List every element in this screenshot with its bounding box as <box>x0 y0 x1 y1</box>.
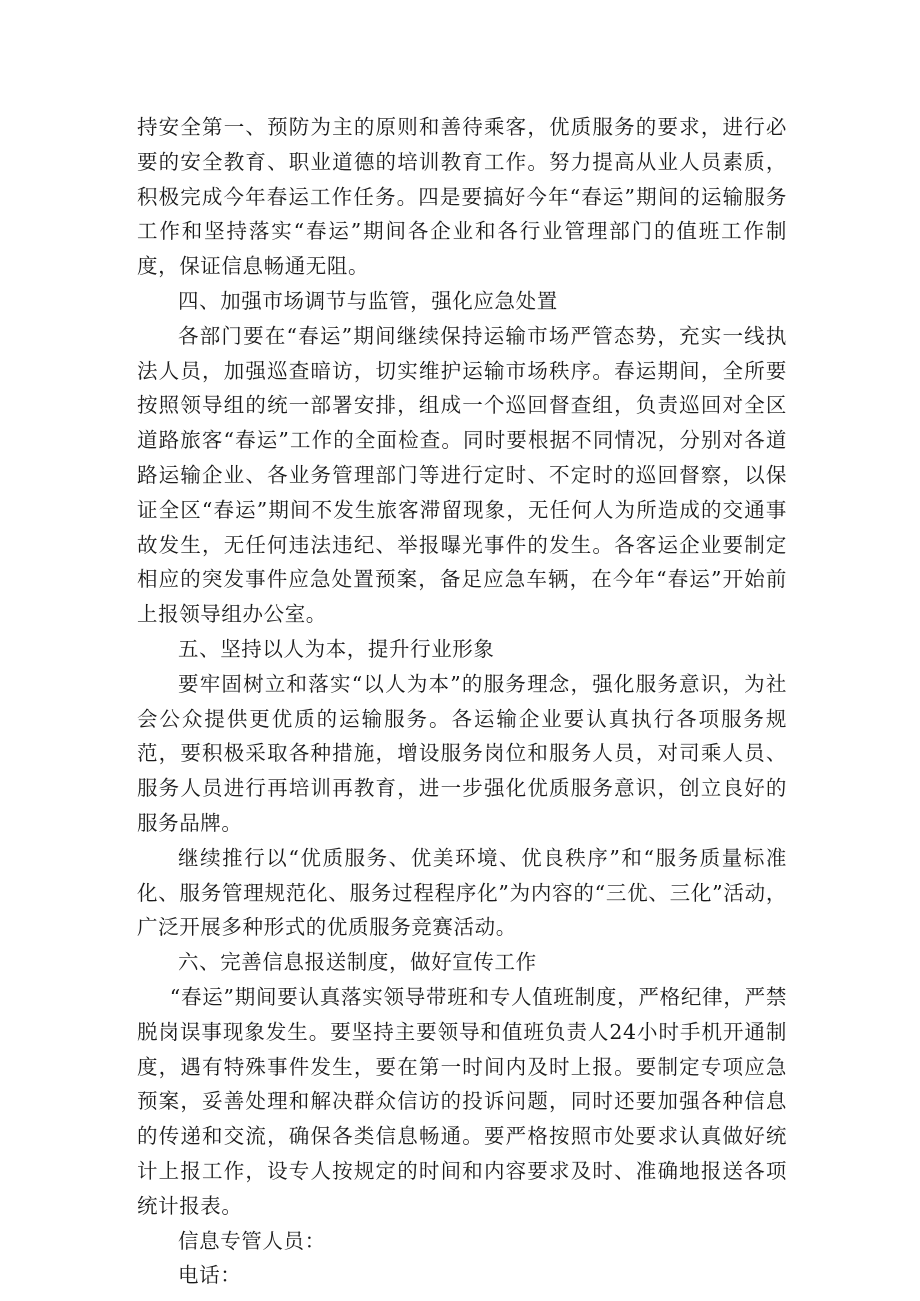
section-heading-6: 六、完善信息报送制度，做好宣传工作 <box>178 950 537 975</box>
section-heading-4: 四、加强市场调节与监管，强化应急处置 <box>178 288 558 313</box>
paragraph-people-oriented: 要牢固树立和落实“以人为本”的服务理念，强化服务意识，为社会公众提供更优质的运输服务。各运输企业要认真执行各项服务规范，要积极采取各种措施，增设服务岗位和服务人员，对司乘人员、服务人员进行再培训再教育，进一步强化优质服务意识，创立良好的服务品牌。 <box>137 671 787 835</box>
paragraph-market-supervision: 各部门要在“春运”期间继续保持运输市场严管态势，充实一线执法人员，加强巡查暗访，切实维护运输市场秩序。春运期间，全所要按照领导组的统一部署安排，组成一个巡回督查组，负责巡回对全区道路旅客“春运”工作的全面检查。同时要根据不同情况，分别对各道路运输企业、各业务管理部门等进行定时、不定时的巡回督察，以保证全区“春运”期间不发生旅客滞留现象，无任何人为所造成的交通事故发生，无任何违法违纪、举报曝光事件的发生。各客运企业要制定相应的突发事件应急处置预案，备足应急车辆，在今年“春运”开始前上报领导组办公室。 <box>137 323 787 627</box>
info-contact-person: 信息专管人员： <box>178 1228 326 1253</box>
paragraph-continuation: 持安全第一、预防为主的原则和善待乘客，优质服务的要求，进行必要的安全教育、职业道德的培训教育工作。努力提高从业人员素质，积极完成今年春运工作任务。四是要搞好今年“春运”期间的运输服务工作和坚持落实“春运”期间各企业和各行业管理部门的值班工作制度，保证信息畅通无阻。 <box>137 115 787 279</box>
section-heading-5: 五、坚持以人为本，提升行业形象 <box>178 636 495 661</box>
paragraph-duty-system: “春运”期间要认真落实领导带班和专人值班制度，严格纪律，严禁脱岗误事现象发生。要坚持主要领导和值班负责人24小时手机开通制度，遇有特殊事件发生，要在第一时间内及时上报。要制定专项应急预案，妥善处理和解决群众信访的投诉问题，同时还要加强各种信息的传递和交流，确保各类信息畅通。要严格按照市处要求认真做好统计上报工作，设专人按规定的时间和内容要求及时、准确地报送各项统计报表。 <box>137 984 787 1218</box>
document-body <box>137 110 787 1293</box>
info-contact-phone: 电话： <box>178 1263 242 1288</box>
paragraph-three-excellence: 继续推行以“优质服务、优美环境、优良秩序”和“服务质量标准化、服务管理规范化、服务过程程序化”为内容的“三优、三化”活动，广泛开展多种形式的优质服务竞赛活动。 <box>137 845 787 940</box>
